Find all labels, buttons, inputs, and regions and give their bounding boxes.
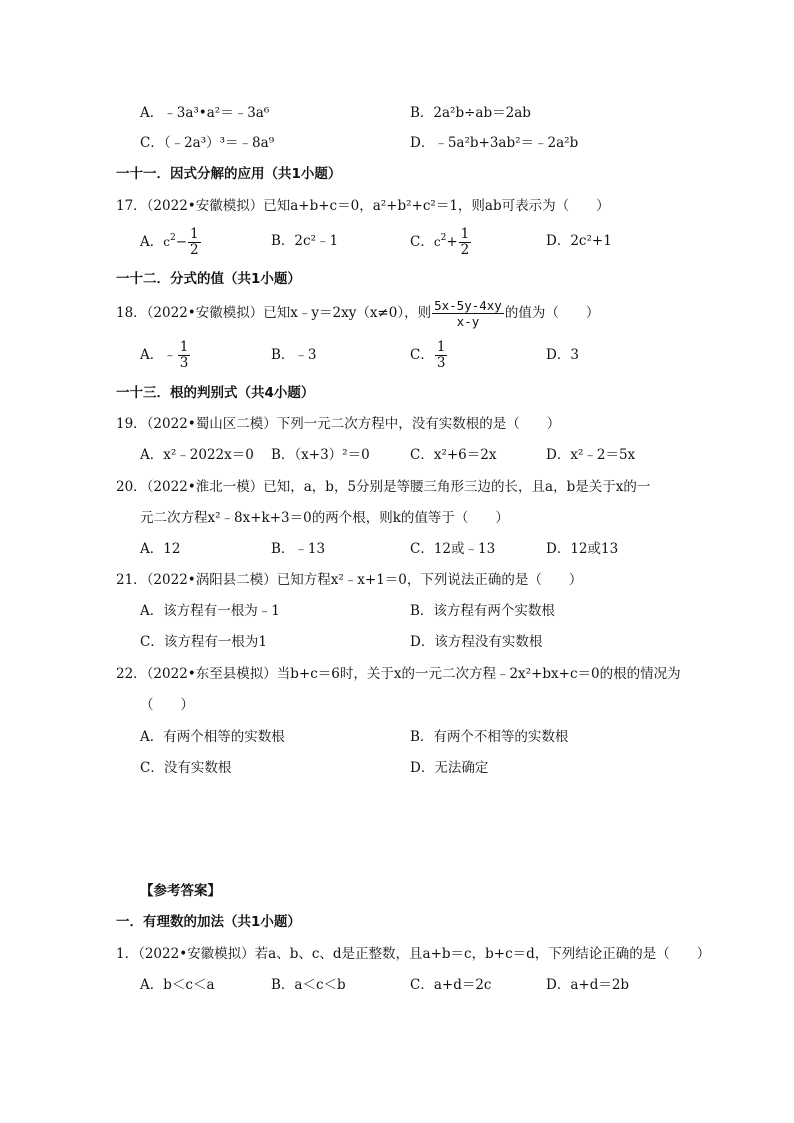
section-heading-13: 一十三．根的判别式（共4小题）	[116, 385, 315, 401]
q22-option-b[interactable]: B．有两个不相等的实数根	[410, 729, 569, 745]
q18-option-a[interactable]: A．﹣ $\frac{1}{3}$	[140, 339, 189, 371]
section-heading-12: 一十二．分式的值（共1小题）	[116, 271, 301, 287]
q22-stem-line2: （ ）	[140, 697, 194, 713]
answers-q1-option-d[interactable]: D．a+d＝2b	[546, 977, 630, 993]
q17-option-b[interactable]: B．2c²﹣1	[271, 233, 339, 249]
q19-option-a[interactable]: A．x²﹣2022x＝0	[140, 447, 254, 463]
section-heading-11: 一十一．因式分解的应用（共1小题）	[116, 166, 342, 182]
q18-option-a-fraction: $\frac{1}{3}$	[179, 339, 189, 371]
q22-option-a[interactable]: A．有两个相等的实数根	[140, 729, 285, 745]
q17-option-c-fraction: $\frac{1}{2}$	[460, 226, 470, 258]
q17-option-a[interactable]: A．$c^2-$ $\frac{1}{2}$	[140, 226, 199, 258]
q20-option-a[interactable]: A．12	[140, 541, 181, 557]
answers-title: 【参考答案】	[140, 883, 221, 899]
q19-stem: 19．（2022•蜀山区二模）下列一元二次方程中，没有实数根的是（ ）	[116, 416, 561, 432]
q16-option-c[interactable]: C．（﹣2a³）³＝﹣8a⁹	[140, 135, 275, 151]
q18-option-c[interactable]: C． $\frac{1}{3}$	[410, 339, 446, 371]
q17-stem: 17．（2022•安徽模拟）已知a+b+c＝0，a²+b²+c²＝1，则ab可表示为（ ）	[116, 198, 610, 214]
q17-option-c[interactable]: C．$c^2+$ $\frac{1}{2}$	[410, 226, 470, 258]
q21-option-c[interactable]: C．该方程有一根为1	[140, 634, 267, 650]
q20-option-b[interactable]: B．﹣13	[271, 541, 326, 557]
q17-option-d[interactable]: D．2c²+1	[546, 233, 612, 249]
q18-option-b[interactable]: B．﹣3	[271, 347, 317, 363]
answers-q1-option-a[interactable]: A．b＜c＜a	[140, 977, 215, 993]
q21-stem: 21．（2022•涡阳县二模）已知方程x²﹣x+1＝0，下列说法正确的是（ ）	[116, 572, 583, 588]
q20-stem-line1: 20．（2022•淮北一模）已知，a，b，5分别是等腰三角形三边的长，且a，b是关于x的一	[116, 479, 651, 495]
q21-option-d[interactable]: D．该方程没有实数根	[410, 634, 543, 650]
q19-option-c[interactable]: C．x²+6＝2x	[410, 447, 497, 463]
answers-section-heading-1: 一．有理数的加法（共1小题）	[116, 914, 301, 930]
q16-option-b[interactable]: B．2a²b÷ab＝2ab	[410, 105, 531, 121]
q18-stem: 18．（2022•安徽模拟）已知x﹣y＝2xy（x≠0），则 $\frac{5x-5y-4xy}{x-y}$ 的值为（ ）	[116, 298, 600, 329]
q22-option-d[interactable]: D．无法确定	[410, 760, 489, 776]
answers-q1-stem: 1．（2022•安徽模拟）若a、b、c、d是正整数，且a+b＝c，b+c＝d，下列结论正确的是（ ）	[116, 946, 711, 962]
q20-option-c[interactable]: C．12或﹣13	[410, 541, 496, 557]
q18-fraction: $\frac{5x-5y-4xy}{x-y}$	[434, 298, 502, 329]
q17-option-a-fraction: $\frac{1}{2}$	[190, 226, 199, 258]
q21-option-b[interactable]: B．该方程有两个实数根	[410, 603, 555, 619]
answers-q1-option-c[interactable]: C．a+d＝2c	[410, 977, 492, 993]
q18-option-d[interactable]: D．3	[546, 347, 579, 363]
q16-option-a[interactable]: A．﹣3a³•a²＝﹣3a⁶	[140, 105, 270, 121]
q19-option-b[interactable]: B．（x+3）²＝0	[271, 447, 370, 463]
q18-option-c-fraction: $\frac{1}{3}$	[436, 339, 446, 371]
q22-option-c[interactable]: C．没有实数根	[140, 760, 232, 776]
q16-option-d[interactable]: D．﹣5a²b+3ab²＝﹣2a²b	[410, 135, 579, 151]
q20-option-d[interactable]: D．12或13	[546, 541, 619, 557]
q21-option-a[interactable]: A．该方程有一根为﹣1	[140, 603, 280, 619]
q20-stem-line2: 元二次方程x²﹣8x+k+3＝0的两个根，则k的值等于（ ）	[140, 510, 509, 526]
q22-stem-line1: 22．（2022•东至县模拟）当b+c＝6时，关于x的一元二次方程﹣2x²+bx+c＝0的根的情况为	[116, 666, 681, 682]
answers-q1-option-b[interactable]: B．a＜c＜b	[271, 977, 346, 993]
q19-option-d[interactable]: D．x²﹣2＝5x	[546, 447, 636, 463]
